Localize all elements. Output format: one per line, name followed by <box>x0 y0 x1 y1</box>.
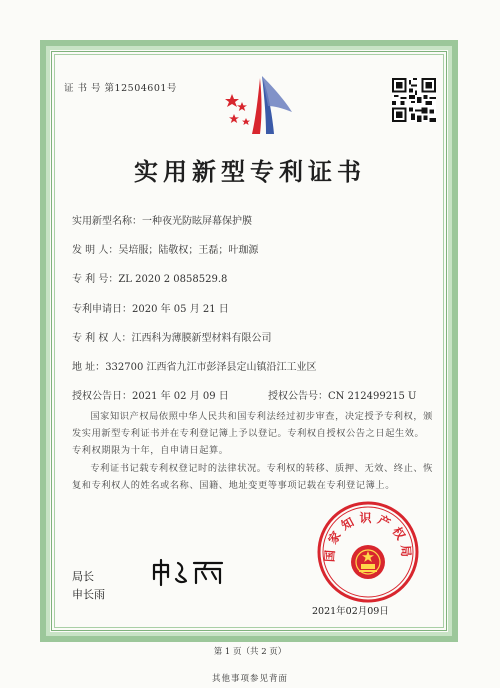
field-utility-model-name <box>72 212 252 227</box>
field-value: CN 212499215 U <box>328 391 417 402</box>
field-value: ZL 2020 2 0858529.8 <box>118 274 228 285</box>
field-address <box>72 358 317 373</box>
cnipa-emblem-icon <box>222 72 294 138</box>
national-emblem-icon <box>351 545 385 579</box>
qr-code-icon <box>392 78 436 122</box>
field-value: 一种夜光防眩屏幕保护膜 <box>142 216 252 227</box>
field-label: 专 利 权 人： <box>72 333 132 344</box>
certificate-number: 证 书 号 第12504601号 <box>64 83 177 94</box>
field-label: 地 址： <box>72 362 106 373</box>
field-label: 发 明 人： <box>72 245 119 256</box>
field-label: 授权公告号： <box>268 391 328 402</box>
field-inventor <box>72 241 258 256</box>
handwritten-signature <box>150 557 228 587</box>
field-patentee <box>72 329 272 344</box>
paragraph-legal-status: 专利证书记载专利权登记时的法律状况。专利权的转移、质押、无效、终止、恢复和专利权人的姓名或名称、国籍、地址变更等事项记载在专利登记簿上。 <box>72 463 433 491</box>
field-value: 吴培服；陆敬权；王磊；叶珈源 <box>118 245 259 256</box>
footer-note: 其他事项参见背面 <box>211 674 288 684</box>
field-value: 江西科为薄膜新型材料有限公司 <box>131 333 272 344</box>
field-announcement-number <box>268 387 416 402</box>
field-label: 专 利 号： <box>72 274 119 285</box>
seal-date: 2021年02月09日 <box>312 606 389 617</box>
field-label: 授权公告日： <box>72 391 132 402</box>
field-value: 2021 年 02 月 09 日 <box>132 391 229 402</box>
field-label: 实用新型名称： <box>72 216 142 227</box>
field-value: 332700 江西省九江市彭泽县定山镇沿江工业区 <box>105 362 317 373</box>
field-patent-number <box>72 270 227 285</box>
field-label: 专利申请日： <box>72 304 132 315</box>
director-name-label: 申长雨 <box>72 588 105 601</box>
seal-ring-text: 国家知识产权局 <box>322 511 414 563</box>
official-seal <box>316 500 420 604</box>
field-filing-date <box>72 300 229 315</box>
certificate-title: 实用新型专利证书 <box>134 157 366 186</box>
paragraph-grant-statement: 国家知识产权局依照中华人民共和国专利法经过初步审查，决定授予专利权，颁发实用新型专利证书并在专利登记簿上予以登记。专利权自授权公告之日起生效。专利权期限为十年，自申请日起算。 <box>72 411 433 456</box>
field-value: 2020 年 05 月 21 日 <box>132 304 229 315</box>
director-title-label: 局长 <box>72 570 94 583</box>
page-number: 第 1 页（共 2 页） <box>213 647 287 657</box>
field-grant-date <box>72 387 229 402</box>
